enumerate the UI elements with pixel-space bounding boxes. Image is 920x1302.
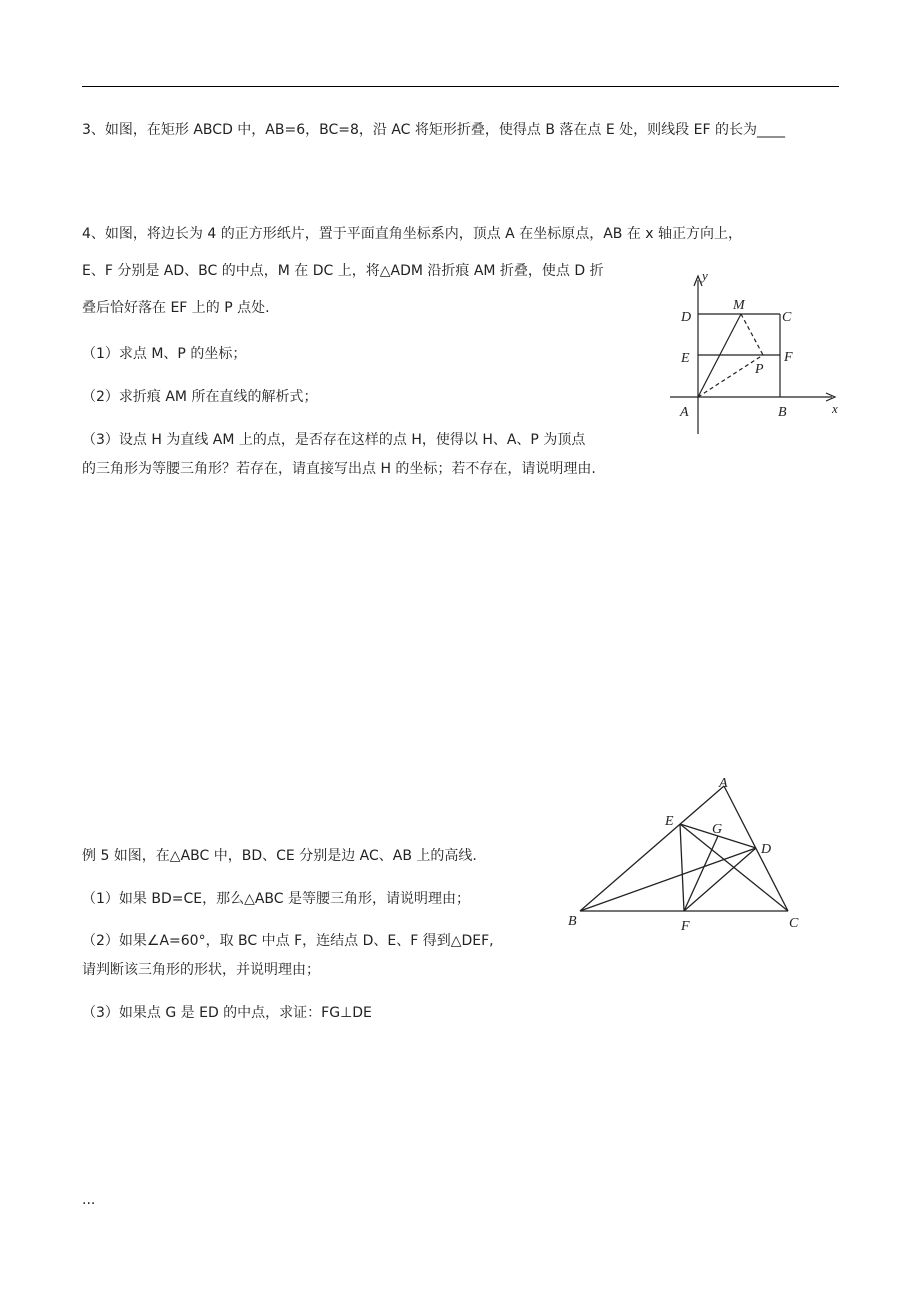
question-4-line-2: E、F 分别是 AD、BC 的中点，M 在 DC 上，将△ADM 沿折痕 AM 折叠，使点 D 折	[82, 263, 604, 279]
label-A: A	[719, 776, 728, 791]
label-E: E	[665, 814, 674, 829]
question-4-part-3b: 的三角形为等腰三角形？若存在，请直接写出点 H 的坐标；若不存在，请说明理由.	[82, 461, 596, 477]
label-A: A	[680, 405, 689, 420]
side-AB	[580, 786, 724, 911]
segment-FG	[684, 836, 718, 911]
label-F: F	[681, 919, 690, 934]
question-4-line-3: 叠后恰好落在 EF 上的 P 点处.	[82, 300, 270, 316]
example-5-part-1: （1）如果 BD=CE，那么△ABC 是等腰三角形，请说明理由；	[82, 891, 471, 907]
label-x: x	[832, 401, 838, 416]
label-B: B	[778, 405, 787, 420]
question-4-figure	[660, 262, 850, 440]
label-D: D	[681, 310, 692, 325]
label-F: F	[784, 350, 793, 365]
label-C: C	[789, 916, 799, 931]
question-4-line-1: 4、如图，将边长为 4 的正方形纸片，置于平面直角坐标系内，顶点 A 在坐标原点，AB 在 x 轴正方向上，	[82, 226, 743, 242]
example-5-part-2b: 请判断该三角形的形状，并说明理由；	[82, 962, 320, 978]
segment-MP	[741, 314, 763, 355]
question-4-part-2: （2）求折痕 AM 所在直线的解析式；	[82, 389, 318, 405]
example-5-part-2a: （2）如果∠A=60°，取 BC 中点 F，连结点 D、E、F 得到△DEF,	[82, 933, 494, 949]
example-5-part-3: （3）如果点 G 是 ED 的中点，求证：FG⊥DE	[82, 1005, 372, 1021]
question-3-text: 3、如图，在矩形 ABCD 中，AB=6，BC=8，沿 AC 将矩形折叠，使得点 B 落在点 E 处，则线段 EF 的长为____	[82, 122, 785, 138]
label-y: y	[702, 268, 708, 283]
label-P: P	[755, 362, 764, 377]
label-E: E	[681, 351, 690, 366]
label-B: B	[568, 914, 577, 929]
segment-AP	[698, 355, 763, 397]
footer-ellipsis: ...	[82, 1192, 96, 1208]
label-G: G	[712, 822, 723, 837]
segment-DF	[684, 848, 756, 911]
label-C: C	[782, 310, 792, 325]
label-D: D	[761, 842, 772, 857]
header-rule	[82, 86, 839, 87]
question-4-part-3a: （3）设点 H 为直线 AM 上的点，是否存在这样的点 H，使得以 H、A、P 为顶点	[82, 432, 586, 448]
label-M: M	[733, 298, 745, 313]
altitude-BD	[580, 848, 756, 911]
example-5-line-1: 例 5 如图，在△ABC 中，BD、CE 分别是边 AC、AB 上的高线.	[82, 848, 477, 864]
example-5-figure	[560, 766, 820, 938]
question-4-part-1: （1）求点 M、P 的坐标；	[82, 346, 247, 362]
segment-EF	[680, 824, 684, 911]
